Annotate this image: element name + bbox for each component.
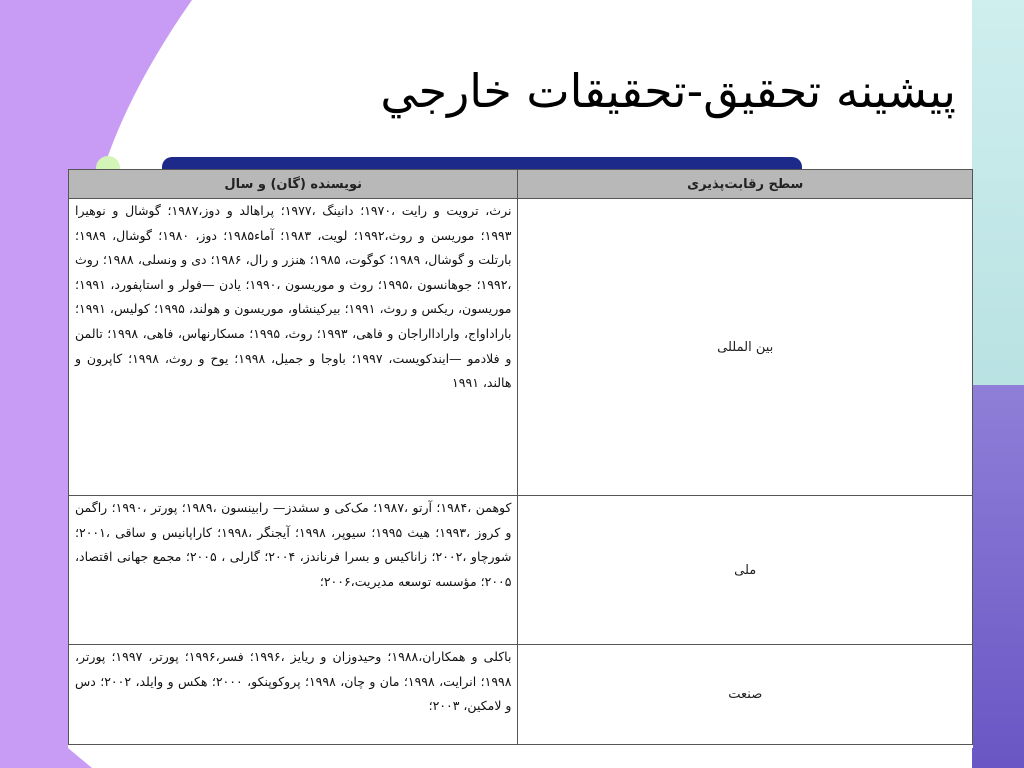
right-accent-top <box>972 0 1024 385</box>
table-header-row <box>69 170 973 199</box>
authors-cell: باکلی و همکاران،۱۹۸۸؛ وحیدوزان و ریایز ،۱۹۹۶؛ فسر،۱۹۹۶؛ پورتر، ۱۹۹۷؛ پورتر، ۱۹۹۸؛ انرایت، ۱۹۹۸؛ مان و چان، ۱۹۹۸؛ پروکوپنکو، ۲۰۰۰؛ هکس و وایلد، ۲۰۰۲؛ دس و لامکین، ۲۰۰۳؛ <box>69 645 518 745</box>
research-table <box>68 169 973 745</box>
level-cell: ملی <box>518 496 973 645</box>
right-accent-bottom <box>972 385 1024 768</box>
table-row <box>69 496 973 645</box>
research-table-image <box>68 169 973 748</box>
header-authors: نویسنده (گان) و سال <box>69 170 518 199</box>
table-row <box>69 645 973 745</box>
slide-title: پیشینه تحقیق-تحقیقات خارجي <box>380 64 956 118</box>
level-cell: بین المللی <box>518 199 973 496</box>
header-level: سطح رقابت‌پذیری <box>518 170 973 199</box>
level-cell: صنعت <box>518 645 973 745</box>
authors-cell: کوهمن ،۱۹۸۴؛ آرتو ،۱۹۸۷؛ مک‌کی و سشدز— رابینسون ،۱۹۸۹؛ پورتر ،۱۹۹۰؛ راگمن و کروز ،۱۹۹۳؛ هیث ۱۹۹۵؛ سیوپر، ۱۹۹۸؛ آیجنگر ،۱۹۹۸؛ کاراپانیس و ساقی ،۲۰۰۱؛ شورچاو ،۲۰۰۲؛ زاناکیس و بسرا فرناندز، ۲۰۰۴؛ گارلی ، ۲۰۰۵؛ مجمع جهانی اقتصاد، ۲۰۰۵؛ مؤسسه توسعه مدیریت،۲۰۰۶؛ <box>69 496 518 645</box>
table-row <box>69 199 973 496</box>
authors-cell: نرث، ترویت و رایت ،۱۹۷۰؛ دانینگ ،۱۹۷۷؛ پراهالد و دوز،۱۹۸۷؛ گوشال و نوهیرا ۱۹۹۳؛ موریسن و روث،۱۹۹۲؛ لویت، ۱۹۸۳؛ آماء۱۹۸۵؛ دوز، ۱۹۸۰؛ گوشال، ۱۹۸۹؛ بارتلت و گوشال، ۱۹۸۹؛ کوگوت، ۱۹۸۵؛ هنزر و رال، ۱۹۸۶؛ دی و ونسلی، ۱۹۸۸؛ روث ،۱۹۹۲؛ جوهانسون ،۱۹۹۵؛ روث و موریسون ،۱۹۹۰؛ یادن —فولر و استاپفورد، ۱۹۹۱؛ موریسون، ریکس و روث، ۱۹۹۱؛ بیرکینشاو، موریسون و هولند، ۱۹۹۵؛ کولیس، ۱۹۹۱؛ باراداواج، وارادااراجان و فاهی، ۱۹۹۳؛ روث، ۱۹۹۵؛ مسکارنهاس، فاهی، ۱۹۹۸؛ تالمن و فلادمو —ایندکویست، ۱۹۹۷؛ باوجا و جمیل، ۱۹۹۸؛ یوح و روث، ۱۹۹۸؛ کاپرون و هالند، ۱۹۹۱ <box>69 199 518 496</box>
